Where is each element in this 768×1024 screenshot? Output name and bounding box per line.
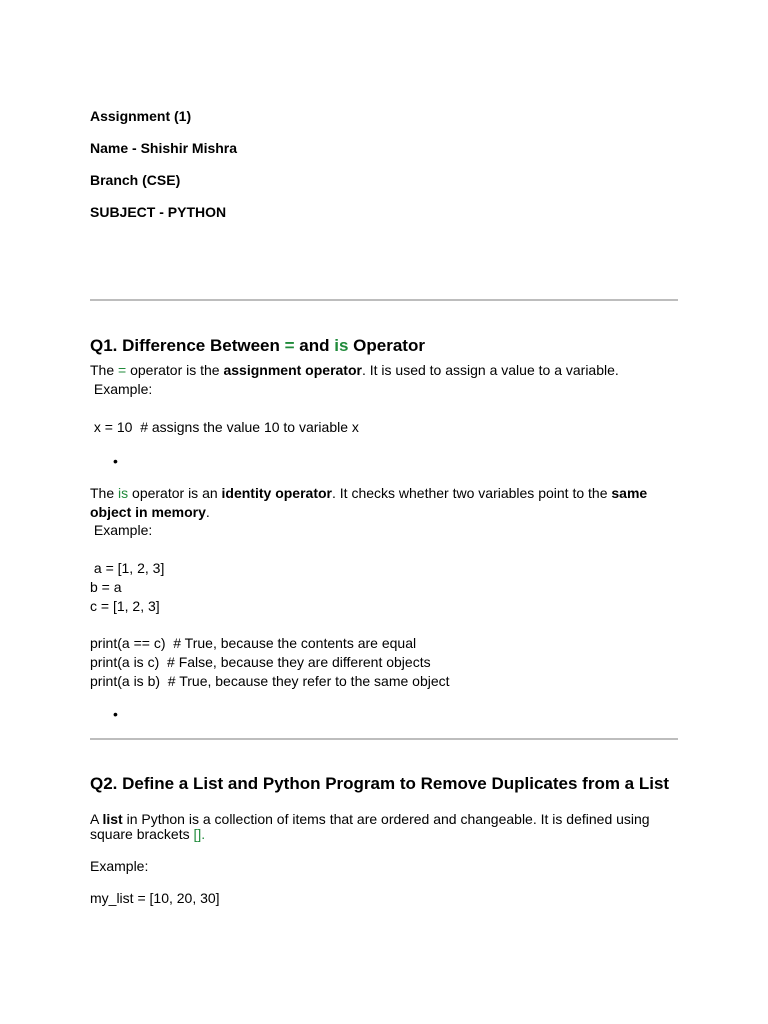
bold-term: same (611, 485, 648, 501)
assignment-title: Assignment (1) (90, 108, 192, 124)
q1-example-label-1: Example: (90, 381, 153, 397)
bullet-point: • (113, 453, 118, 469)
q2-code: my_list = [10, 20, 30] (90, 890, 220, 906)
q1-code-1: x = 10 # assigns the value 10 to variable x (90, 419, 359, 435)
horizontal-rule (90, 299, 678, 301)
text: . It is used to assign a value to a variable. (361, 362, 619, 378)
q1-example-label-2: Example: (90, 522, 153, 538)
q1-heading-suffix: Operator (348, 336, 425, 355)
q1-heading-prefix: Q1. Difference Between (90, 336, 285, 355)
code-line: print(a is b) # True, because they refer to the same object (90, 673, 450, 689)
q2-heading: Q2. Define a List and Python Program to Remove Duplicates from a List (90, 774, 670, 793)
subject: SUBJECT - PYTHON (90, 204, 227, 220)
bullet-point: • (113, 706, 118, 722)
text: . (205, 504, 210, 520)
q1-heading-op-is: is (334, 336, 349, 355)
bold-term: object in memory (90, 504, 206, 520)
student-name: Name - Shishir Mishra (90, 140, 238, 156)
q1-paragraph-2-line-2 (90, 503, 210, 521)
inline-code: [] (193, 826, 202, 842)
code-line: c = [1, 2, 3] (90, 598, 160, 614)
text: The (90, 485, 119, 501)
text: in Python is a collection of items that are ordered and changeable. It is defined using (122, 811, 650, 827)
bold-term: identity operator (221, 485, 332, 501)
code-line: print(a == c) # True, because the contents are equal (90, 635, 417, 651)
bold-term: assignment operator (223, 362, 362, 378)
q2-paragraph-1-line-2 (90, 825, 205, 843)
branch: Branch (CSE) (90, 172, 181, 188)
code-line: print(a is c) # False, because they are different objects (90, 654, 431, 670)
q1-paragraph-1 (90, 361, 619, 379)
q1-paragraph-2 (90, 484, 647, 502)
bold-term: list (102, 811, 123, 827)
inline-code: = (118, 362, 127, 378)
text: operator is an (128, 485, 222, 501)
q1-heading (90, 335, 425, 357)
text: operator is the (126, 362, 224, 378)
text: square brackets (90, 826, 194, 842)
text: A (90, 811, 103, 827)
text: . (201, 826, 206, 842)
code-line: b = a (90, 579, 122, 595)
q2-example-label: Example: (90, 858, 149, 874)
q1-heading-op-equals: = (284, 336, 295, 355)
code-line: a = [1, 2, 3] (90, 560, 165, 576)
text: . It checks whether two variables point to the (332, 485, 612, 501)
text: The (90, 362, 119, 378)
inline-code: is (118, 485, 129, 501)
horizontal-rule (90, 738, 678, 740)
q1-heading-mid: and (294, 336, 335, 355)
